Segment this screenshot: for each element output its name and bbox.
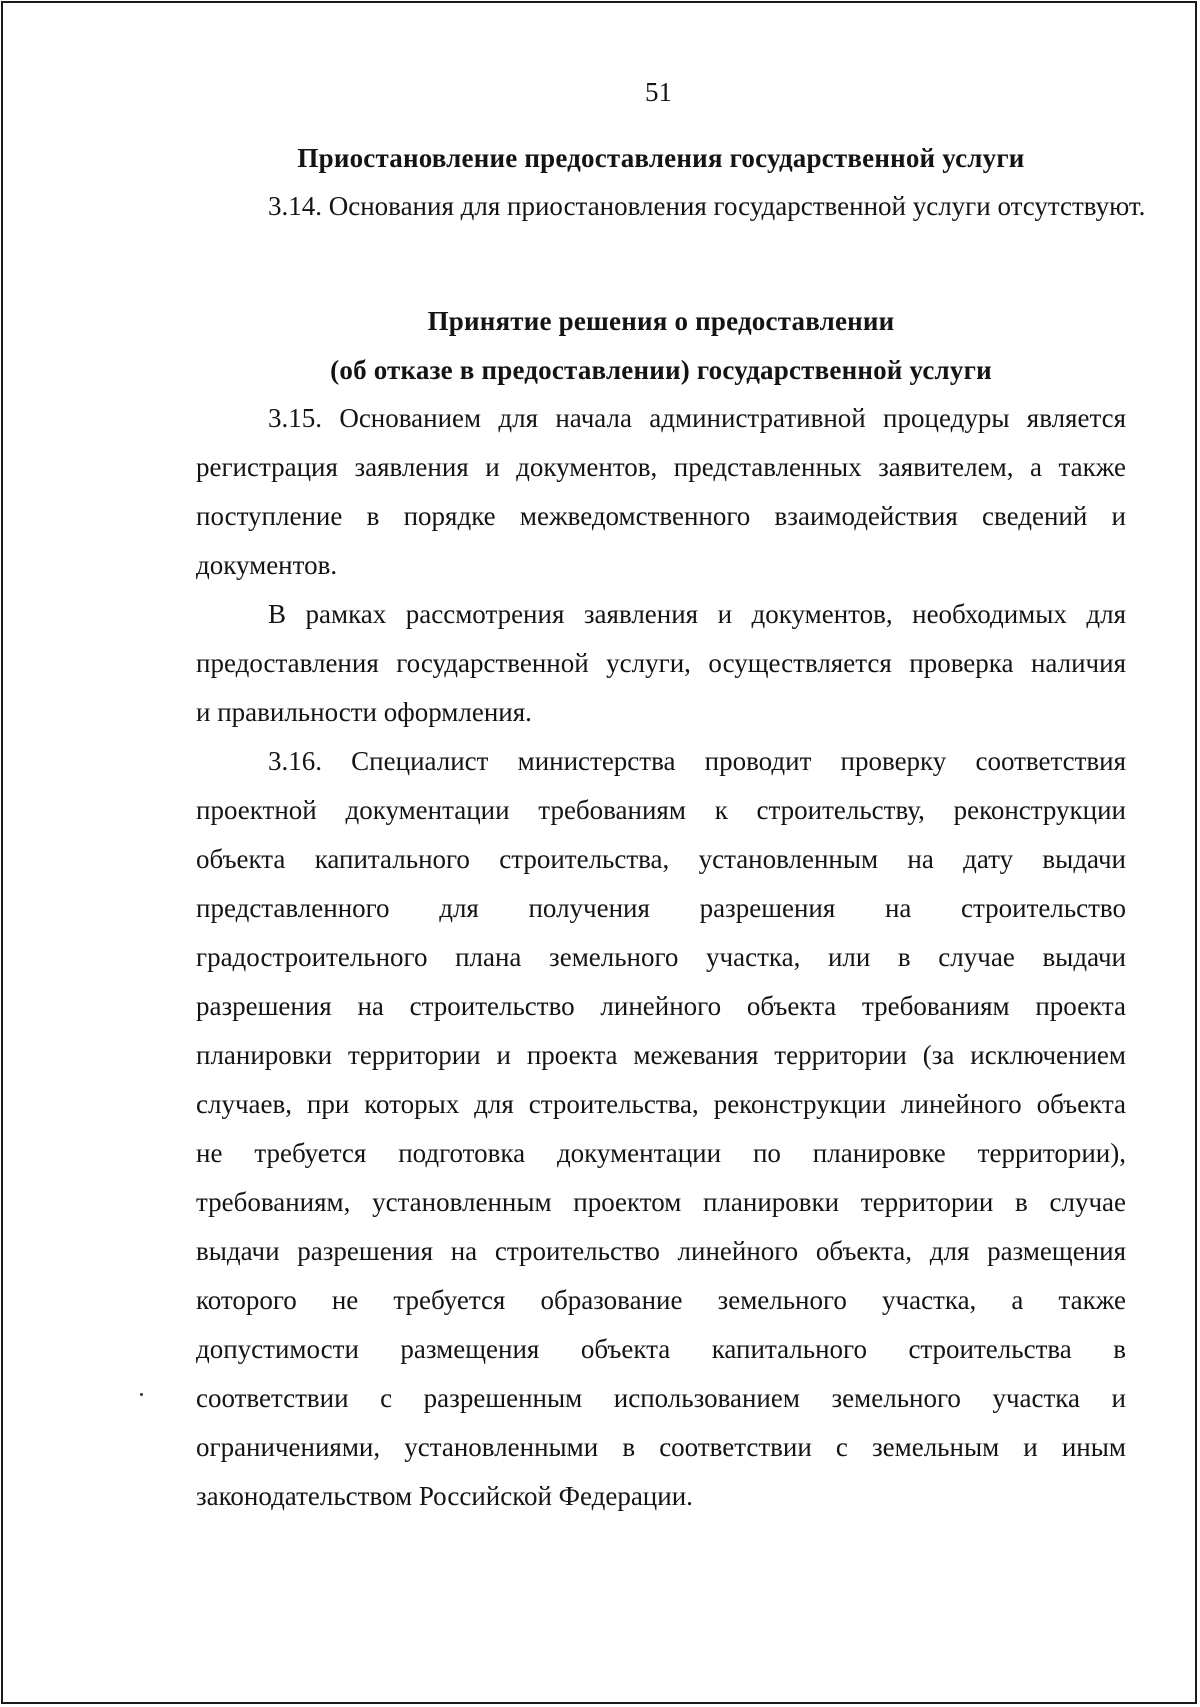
paragraph-3-15-line: регистрация заявления и документов, представленных заявителем, а также <box>196 452 1126 482</box>
paragraph-3-16-line: соответствии с разрешенным использованием земельного участка и <box>196 1383 1126 1413</box>
paragraph-3-16-line: которого не требуется образование земельного участка, а также <box>196 1285 1126 1315</box>
paragraph-3-16-line: градостроительного плана земельного участка, или в случае выдачи <box>196 942 1126 972</box>
scan-speck <box>140 1393 143 1396</box>
paragraph-3-16-line: допустимости размещения объекта капитального строительства в <box>196 1334 1126 1364</box>
page-number: 51 <box>645 77 672 107</box>
paragraph-3-15-line: поступление в порядке межведомственного взаимодействия сведений и <box>196 501 1126 531</box>
section-heading-decision-line1: Принятие решения о предоставлении <box>427 306 895 336</box>
paragraph-3-15-line: документов. <box>196 550 338 580</box>
paragraph-3-16-line: требованиям, установленным проектом планировки территории в случае <box>196 1187 1126 1217</box>
paragraph-3-15-line: 3.15. Основанием для начала административной процедуры является <box>268 403 1126 433</box>
paragraph-3-16-line: представленного для получения разрешения на строительство <box>196 893 1126 923</box>
paragraph-3-16-line: не требуется подготовка документации по планировке территории), <box>196 1138 1126 1168</box>
paragraph-3-16-line: случаев, при которых для строительства, реконструкции линейного объекта <box>196 1089 1126 1119</box>
paragraph-review-line: и правильности оформления. <box>196 697 532 727</box>
paragraph-3-16-line: объекта капитального строительства, установленным на дату выдачи <box>196 844 1126 874</box>
paragraph-3-16-line: планировки территории и проекта межевания территории (за исключением <box>196 1040 1126 1070</box>
paragraph-3-14-line: 3.14. Основания для приостановления государственной услуги отсутствуют. <box>268 191 1146 221</box>
paragraph-review-line: В рамках рассмотрения заявления и документов, необходимых для <box>268 599 1126 629</box>
paragraph-3-16-line: выдачи разрешения на строительство линейного объекта, для размещения <box>196 1236 1126 1266</box>
paragraph-3-16-line: 3.16. Специалист министерства проводит проверку соответствия <box>268 746 1126 776</box>
paragraph-3-16-line: законодательством Российской Федерации. <box>196 1481 693 1511</box>
section-heading-suspension: Приостановление предоставления государственной услуги <box>297 143 1025 173</box>
paragraph-review-line: предоставления государственной услуги, осуществляется проверка наличия <box>196 648 1126 678</box>
paragraph-3-16-line: ограничениями, установленными в соответствии с земельным и иным <box>196 1432 1126 1462</box>
section-heading-decision-line2: (об отказе в предоставлении) государственной услуги <box>330 355 992 385</box>
paragraph-3-16-line: проектной документации требованиям к строительству, реконструкции <box>196 795 1126 825</box>
paragraph-3-16-line: разрешения на строительство линейного объекта требованиям проекта <box>196 991 1126 1021</box>
